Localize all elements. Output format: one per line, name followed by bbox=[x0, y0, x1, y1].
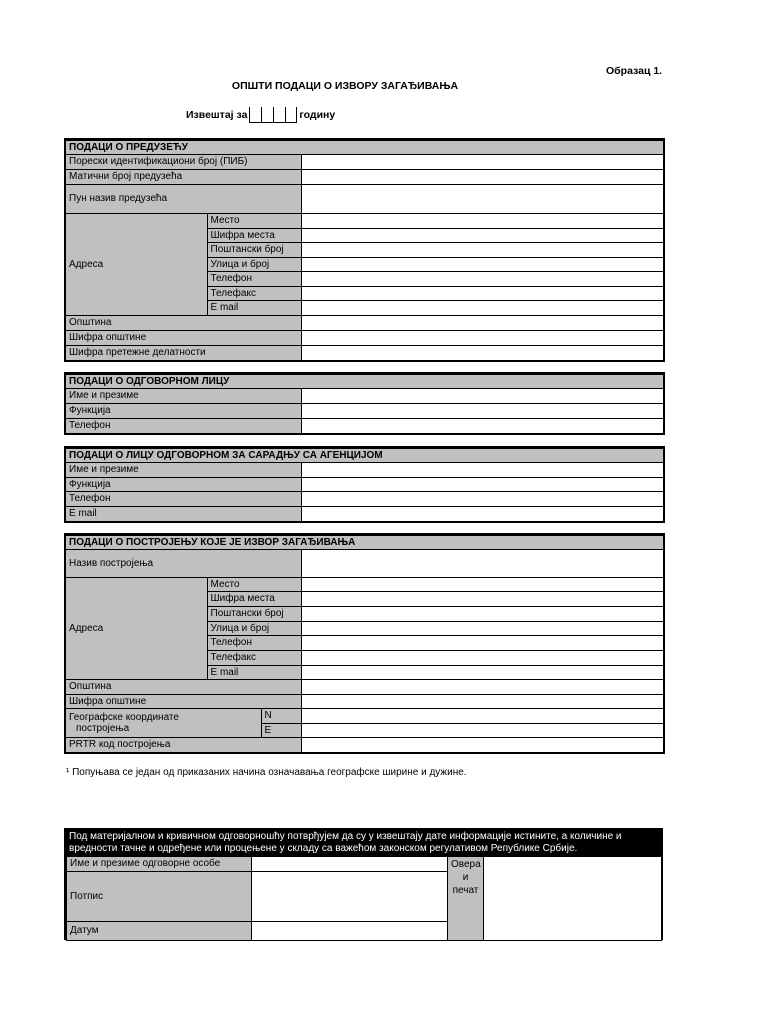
prtr-label: PRTR код постројења bbox=[65, 738, 301, 753]
address-field-label: Телефон bbox=[207, 636, 301, 651]
stamp-field[interactable] bbox=[484, 857, 662, 941]
address-field-label: E mail bbox=[207, 666, 301, 680]
pib-field[interactable] bbox=[301, 155, 664, 170]
stamp-label bbox=[448, 857, 484, 941]
address-field-label: Шифра места bbox=[207, 229, 301, 243]
name-label: Име и презиме bbox=[65, 463, 301, 478]
municipality-field[interactable] bbox=[301, 316, 664, 331]
email-label: E mail bbox=[65, 507, 301, 522]
reg-number-field[interactable] bbox=[301, 170, 664, 185]
address-field-label: Поштански број bbox=[207, 607, 301, 622]
address-field-label: Место bbox=[207, 578, 301, 592]
city-field[interactable] bbox=[301, 578, 664, 592]
function-label: Функција bbox=[65, 404, 301, 419]
municipality-field[interactable] bbox=[301, 680, 664, 695]
year-input[interactable] bbox=[249, 107, 297, 123]
municipality-code-field[interactable] bbox=[301, 331, 664, 346]
municipality-label: Општина bbox=[65, 316, 301, 331]
signature-field[interactable] bbox=[252, 872, 448, 922]
year-digit-box[interactable] bbox=[273, 107, 285, 123]
year-digit-box[interactable] bbox=[249, 107, 261, 123]
stamp-label-line2: и bbox=[462, 872, 469, 883]
address-field-label: Телефон bbox=[207, 272, 301, 287]
company-section bbox=[64, 138, 665, 362]
postal-code-field[interactable] bbox=[301, 243, 664, 258]
coord-n-label: N bbox=[261, 709, 301, 724]
document-title: ОПШТИ ПОДАЦИ О ИЗВОРУ ЗАГАЂИВАЊА bbox=[231, 80, 459, 92]
year-digit-box[interactable] bbox=[261, 107, 273, 123]
facility-name-label: Назив постројења bbox=[65, 550, 301, 578]
activity-code-label: Шифра претежне делатности bbox=[65, 346, 301, 361]
email-field[interactable] bbox=[301, 301, 664, 316]
address-label: Адреса bbox=[65, 214, 207, 316]
function-field[interactable] bbox=[301, 404, 664, 419]
signature-label: Потпис bbox=[67, 872, 252, 922]
municipality-code-field[interactable] bbox=[301, 695, 664, 709]
municipality-code-label: Шифра општине bbox=[65, 331, 301, 346]
postal-code-field[interactable] bbox=[301, 607, 664, 622]
coordinates-label bbox=[65, 709, 261, 738]
stamp-label-line3: печат bbox=[452, 885, 479, 896]
phone-label: Телефон bbox=[65, 492, 301, 507]
footnote: ¹ Попуњава се један од приказаних начина означавања географске ширине и дужине. bbox=[66, 767, 467, 778]
fax-field[interactable] bbox=[301, 651, 664, 666]
address-field-label: Улица и број bbox=[207, 622, 301, 636]
phone-field[interactable] bbox=[301, 636, 664, 651]
coord-n-field[interactable] bbox=[301, 709, 664, 724]
declaration-text-line1: Под материјалном и кривичном одговорношћу потврђујем да су у извештају дате информације истините, а количине и bbox=[69, 831, 622, 842]
name-label: Име и презиме bbox=[65, 389, 301, 404]
coordinates-label-line2: постројења bbox=[76, 723, 130, 734]
city-field[interactable] bbox=[301, 214, 664, 229]
municipality-code-label: Шифра општине bbox=[65, 695, 301, 709]
function-label: Функција bbox=[65, 478, 301, 492]
prtr-field[interactable] bbox=[301, 738, 664, 753]
agency-contact-section bbox=[64, 446, 665, 523]
section-title: ПОДАЦИ О ПОСТРОЈЕЊУ КОЈЕ ЈЕ ИЗВОР ЗАГАЂИВАЊА bbox=[65, 535, 664, 550]
coordinates-label-line1: Географске координате bbox=[69, 712, 179, 723]
report-year-line bbox=[186, 106, 335, 124]
reg-number-label: Матични број предузећа bbox=[65, 170, 301, 185]
responsible-person-section bbox=[64, 372, 665, 435]
facility-section bbox=[64, 533, 665, 754]
declaration-text bbox=[66, 830, 661, 856]
municipality-label: Општина bbox=[65, 680, 301, 695]
phone-field[interactable] bbox=[301, 492, 664, 507]
section-title: ПОДАЦИ О ЛИЦУ ОДГОВОРНОМ ЗА САРАДЊУ СА АГЕНЦИЈОМ bbox=[65, 448, 664, 463]
city-code-field[interactable] bbox=[301, 592, 664, 607]
address-field-label: Телефакс bbox=[207, 287, 301, 301]
activity-code-field[interactable] bbox=[301, 346, 664, 361]
address-label: Адреса bbox=[65, 578, 207, 680]
email-field[interactable] bbox=[301, 507, 664, 522]
date-label: Датум bbox=[67, 922, 252, 941]
stamp-label-line1: Овера bbox=[451, 859, 481, 870]
report-prefix: Извештај за bbox=[186, 109, 248, 121]
responsible-name-field[interactable] bbox=[252, 857, 448, 872]
report-suffix: годину bbox=[299, 109, 336, 121]
year-digit-box[interactable] bbox=[285, 107, 297, 123]
coord-e-label: E bbox=[261, 724, 301, 738]
form-number: Образац 1. bbox=[606, 65, 663, 77]
street-field[interactable] bbox=[301, 258, 664, 272]
phone-field[interactable] bbox=[301, 272, 664, 287]
email-field[interactable] bbox=[301, 666, 664, 680]
name-field[interactable] bbox=[301, 463, 664, 478]
full-name-field[interactable] bbox=[301, 185, 664, 214]
address-field-label: Улица и број bbox=[207, 258, 301, 272]
phone-field[interactable] bbox=[301, 419, 664, 434]
address-field-label: Место bbox=[207, 214, 301, 229]
address-field-label: E mail bbox=[207, 301, 301, 316]
city-code-field[interactable] bbox=[301, 229, 664, 243]
section-title: ПОДАЦИ О ПРЕДУЗЕЋУ bbox=[65, 140, 664, 155]
section-title: ПОДАЦИ О ОДГОВОРНОМ ЛИЦУ bbox=[65, 374, 664, 389]
function-field[interactable] bbox=[301, 478, 664, 492]
full-name-label: Пун назив предузећа bbox=[65, 185, 301, 214]
pib-label: Порески идентификациони број (ПИБ) bbox=[65, 155, 301, 170]
coord-e-field[interactable] bbox=[301, 724, 664, 738]
phone-label: Телефон bbox=[65, 419, 301, 434]
responsible-name-label: Име и презиме одговорне особе bbox=[67, 857, 252, 872]
name-field[interactable] bbox=[301, 389, 664, 404]
address-field-label: Телефакс bbox=[207, 651, 301, 666]
signature-table bbox=[66, 856, 662, 941]
address-field-label: Шифра места bbox=[207, 592, 301, 607]
declaration-text-line2: вредности тачне и одређене или процењене у складу са важећом законском регулативом Републике Србије. bbox=[69, 843, 578, 854]
address-field-label: Поштански број bbox=[207, 243, 301, 258]
facility-name-field[interactable] bbox=[301, 550, 664, 578]
declaration-section bbox=[64, 828, 663, 940]
date-field[interactable] bbox=[252, 922, 448, 941]
street-field[interactable] bbox=[301, 622, 664, 636]
fax-field[interactable] bbox=[301, 287, 664, 301]
